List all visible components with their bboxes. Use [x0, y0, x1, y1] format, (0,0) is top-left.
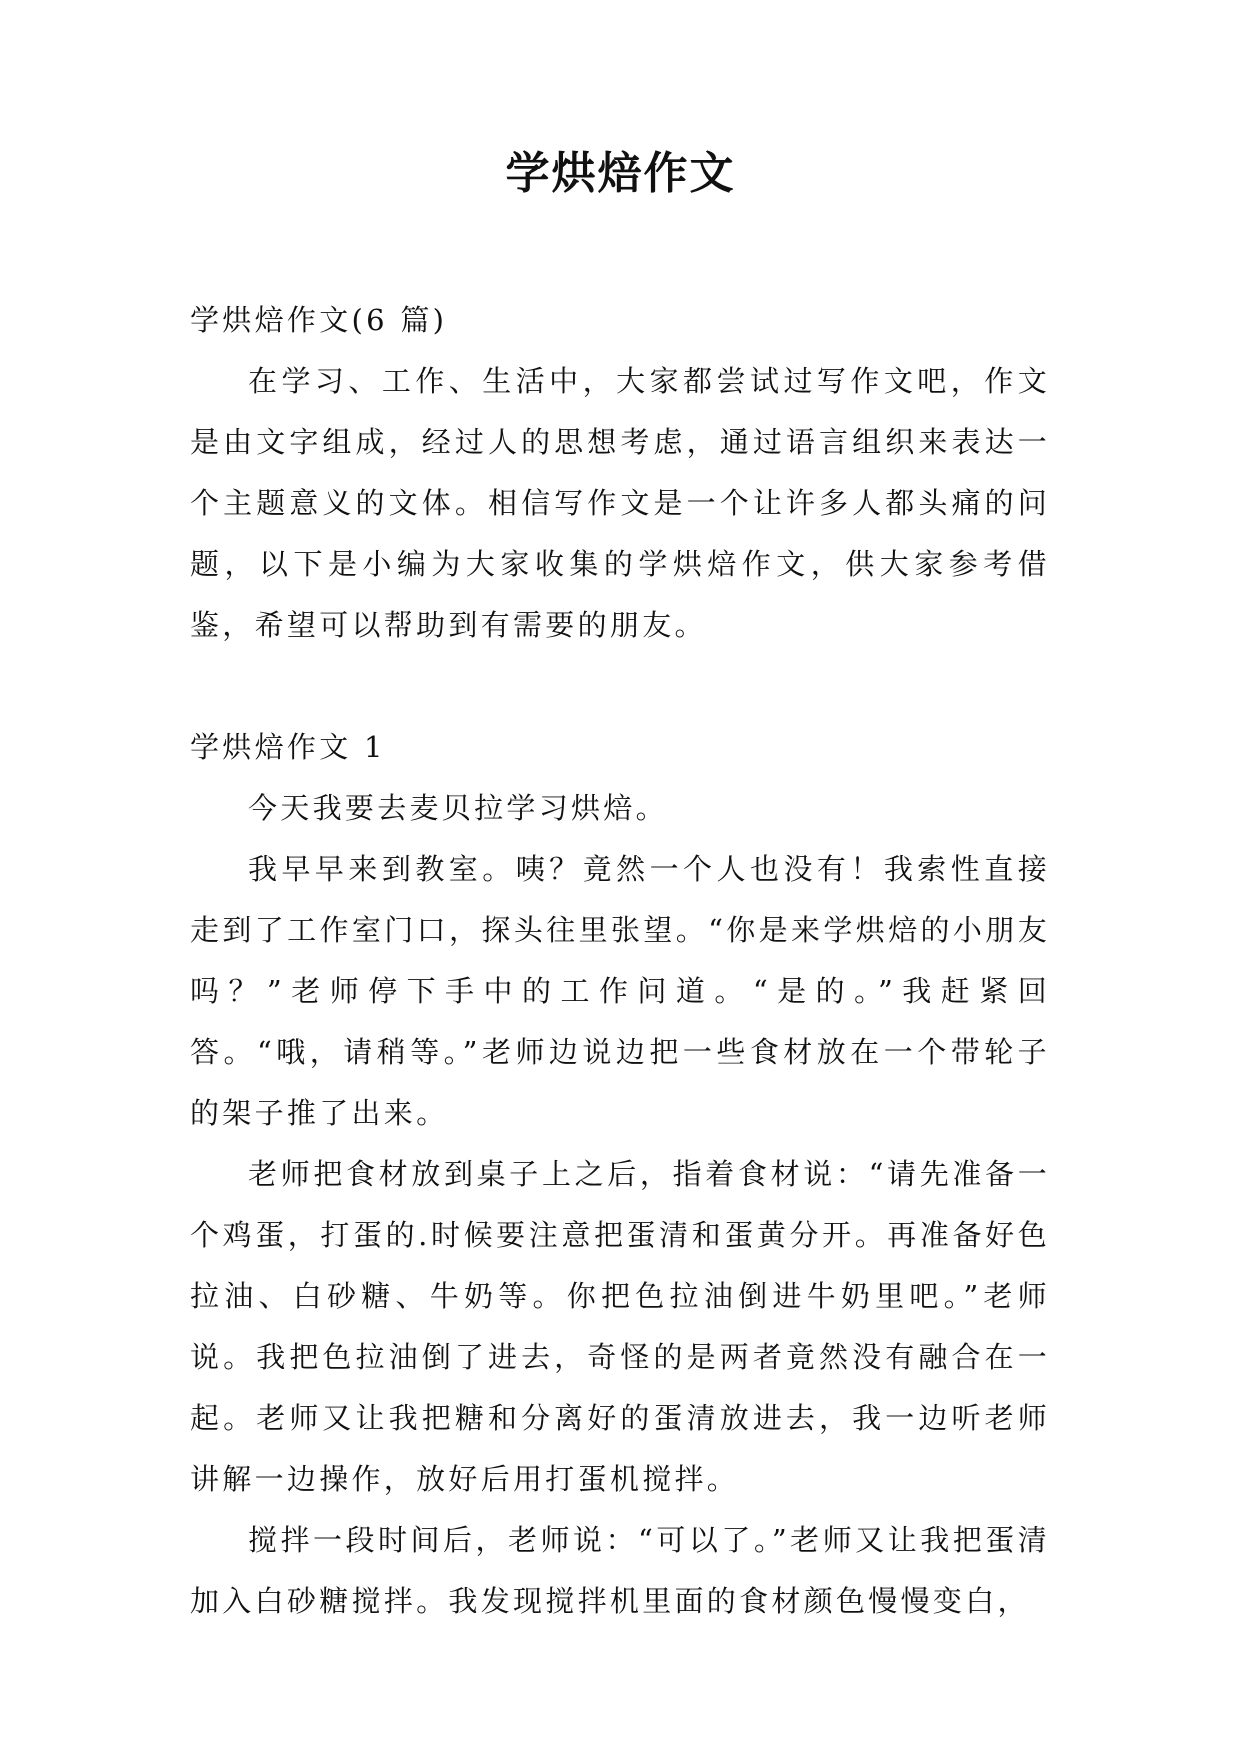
- body-paragraph: 老师把食材放到桌子上之后，指着食材说：“请先准备一个鸡蛋，打蛋的.时候要注意把蛋清和蛋黄分开。再准备好色拉油、白砂糖、牛奶等。你把色拉油倒进牛奶里吧。”老师说。我把色拉油倒了进去，奇怪的是两者竟然没有融合在一起。老师又让我把糖和分离好的蛋清放进去，我一边听老师讲解一边操作，放好后用打蛋机搅拌。: [190, 1157, 1050, 1496]
- section-spacer: [190, 656, 1050, 717]
- body-paragraph: 今天我要去麦贝拉学习烘焙。: [248, 791, 668, 825]
- document-body: [190, 290, 1050, 1632]
- document-subtitle: 学烘焙作文(6 篇): [190, 303, 448, 337]
- document-title: 学烘焙作文: [505, 148, 736, 199]
- body-paragraph: 我早早来到教室。咦？竟然一个人也没有！我索性直接走到了工作室门口，探头往里张望。“你是来学烘焙的小朋友吗？”老师停下手中的工作问道。“是的。”我赶紧回答。“哦，请稍等。”老师边说边把一些食材放在一个带轮子的架子推了出来。: [190, 852, 1050, 1130]
- body-paragraph: 搅拌一段时间后，老师说：“可以了。”老师又让我把蛋清加入白砂糖搅拌。我发现搅拌机里面的食材颜色慢慢变白，: [190, 1523, 1050, 1618]
- intro-paragraph: 在学习、工作、生活中，大家都尝试过写作文吧，作文是由文字组成，经过人的思想考虑，通过语言组织来表达一个主题意义的文体。相信写作文是一个让许多人都头痛的问题，以下是小编为大家收集的学烘焙作文，供大家参考借鉴，希望可以帮助到有需要的朋友。: [190, 364, 1050, 642]
- section-heading: 学烘焙作文 1: [190, 730, 386, 764]
